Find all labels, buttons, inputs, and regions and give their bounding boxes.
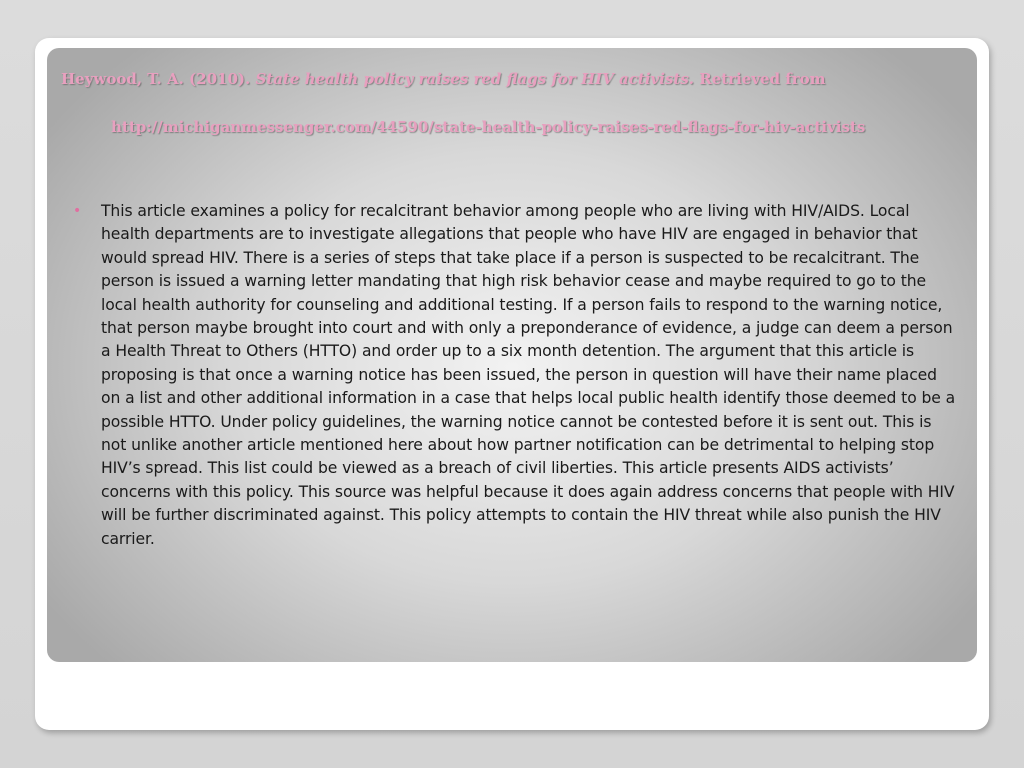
bullet-icon: •: [73, 203, 82, 219]
bullet-item: [73, 200, 963, 551]
citation: [61, 70, 961, 136]
citation-title: State health policy raises red flags for HIV activists.: [255, 70, 694, 88]
bullet-text: This article examines a policy for recalcitrant behavior among people who are living with HIV/AIDS. Local health departments are to investigate allegations that people who have HIV are engaged in behavior that would spread HIV. There is a series of steps that take place if a person is suspected to be recalcitrant. The person is issued a warning letter mandating that high risk behavior cease and maybe required to go to the local health authority for counseling and additional testing. If a person fails to respond to the warning notice, that person maybe brought into court and with only a preponderance of evidence, a judge can deem a person a Health Threat to Others (HTTO) and order up to a six month detention. The argument that this article is proposing is that once a warning notice has been issued, the person in question will have their name placed on a list and other additional information in a case that helps local public health identify those deemed to be a possible HTTO. Under policy guidelines, the warning notice cannot be contested before it is sent out. This is not unlike another article mentioned here about how partner notification can be detrimental to helping stop HIV’s spread. This list could be viewed as a breach of civil liberties. This article presents AIDS activists’ concerns with this policy. This source was helpful because it does again address concerns that people with HIV will be further discriminated against. This policy attempts to contain the HIV threat while also punish the HIV carrier.: [101, 202, 956, 548]
citation-author-year: Heywood, T. A. (2010).: [61, 70, 251, 88]
citation-url: http://michiganmessenger.com/44590/state-health-policy-raises-red-flags-for-hiv-activists: [111, 118, 866, 136]
citation-line: [61, 70, 961, 88]
content-panel: [47, 48, 977, 662]
citation-retrieved: Retrieved from: [699, 70, 826, 88]
